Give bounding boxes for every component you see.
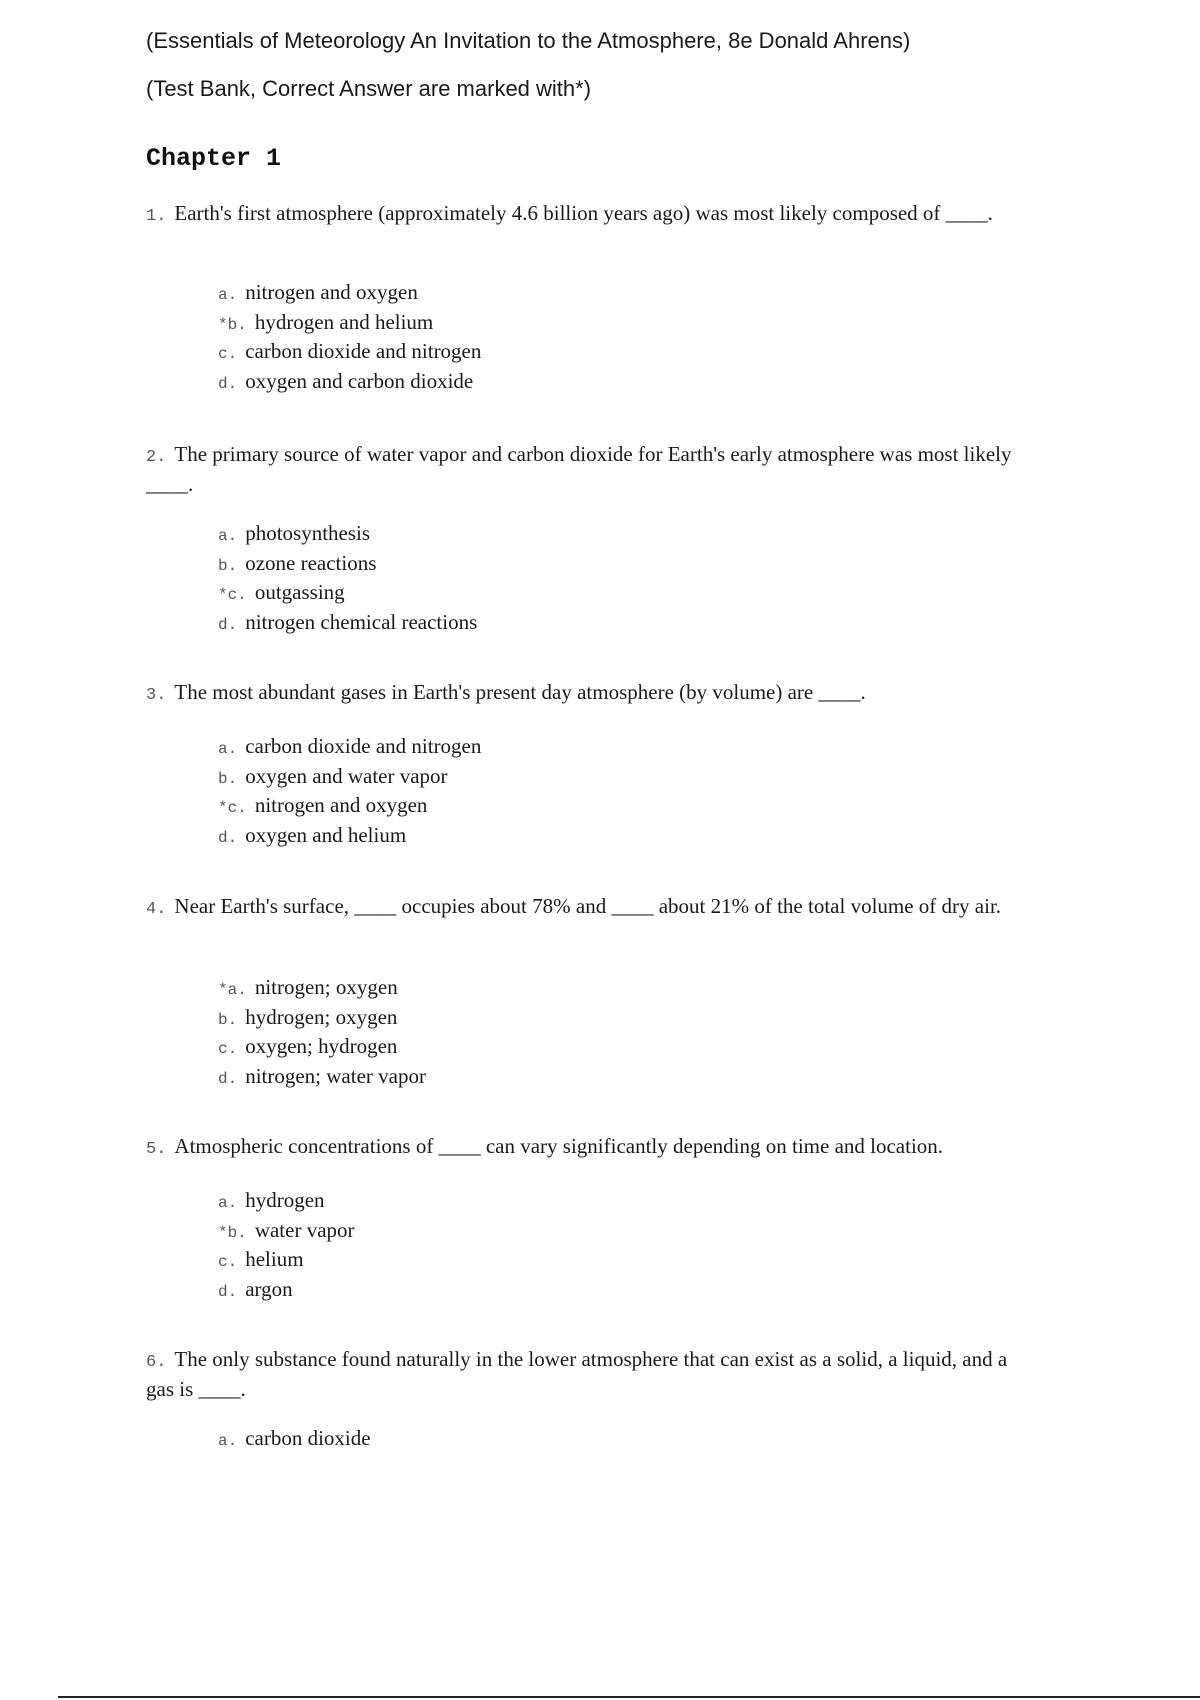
question-5 [146, 1133, 1026, 1163]
question-text: Near Earth's surface, ____ occupies about 78% and ____ about 21% of the total volume of dry air. [174, 894, 1002, 918]
choice-text: carbon dioxide and nitrogen [245, 339, 482, 363]
choice-letter: b. [218, 769, 238, 788]
choice-list-1 [218, 279, 481, 397]
question-3 [146, 679, 1026, 709]
page-bottom-rule [58, 1696, 1200, 1698]
choice-text: helium [245, 1247, 304, 1271]
choice-text: water vapor [254, 1217, 355, 1242]
choice-text: nitrogen; oxygen [254, 975, 398, 999]
choice-item [218, 1063, 426, 1093]
choice-item [218, 520, 477, 550]
question-text: The primary source of water vapor and carbon dioxide for Earth's early atmosphere was most likely ____. [146, 442, 1012, 496]
choice-item [218, 733, 481, 763]
choice-text: carbon dioxide and nitrogen [245, 734, 482, 758]
choice-item [218, 1004, 426, 1034]
choice-letter: a. [218, 1194, 238, 1212]
choice-letter: d. [218, 1069, 238, 1088]
choice-item [218, 763, 481, 793]
choice-letter: d. [218, 828, 238, 847]
choice-text: photosynthesis [245, 521, 371, 545]
document-title: (Essentials of Meteorology An Invitation to the Atmosphere, 8e Donald Ahrens) [146, 28, 911, 53]
choice-item [218, 368, 481, 398]
choice-text: oxygen and helium [245, 822, 407, 847]
choice-item [218, 1246, 355, 1276]
choice-item-correct [218, 1217, 355, 1247]
choice-item [218, 338, 481, 368]
choice-text: oxygen and water vapor [245, 763, 448, 788]
choice-text: oxygen; hydrogen [245, 1034, 398, 1058]
chapter-heading: Chapter 1 [146, 144, 282, 173]
choice-text: argon [245, 1276, 293, 1301]
choice-item [218, 550, 477, 580]
question-2 [146, 441, 1026, 498]
choice-item [218, 822, 481, 852]
choice-item-correct [218, 974, 426, 1004]
choice-letter: c. [218, 345, 238, 363]
document-subtitle: (Test Bank, Correct Answer are marked with*) [146, 76, 592, 101]
question-text: The most abundant gases in Earth's present day atmosphere (by volume) are ____. [174, 680, 866, 704]
question-number: 5. [146, 1140, 167, 1159]
choice-letter: b. [218, 1010, 238, 1029]
question-6 [146, 1346, 1026, 1403]
question-text: Earth's first atmosphere (approximately 4.6 billion years ago) was most likely composed of ____. [174, 201, 993, 225]
choice-text: ozone reactions [245, 550, 377, 575]
choice-list-4 [218, 974, 426, 1092]
choice-text: hydrogen [245, 1188, 325, 1212]
choice-letter: *c. [218, 586, 247, 604]
question-text: The only substance found naturally in the lower atmosphere that can exist as a solid, a liquid, and a gas is ____. [146, 1347, 1008, 1401]
choice-letter: b. [218, 556, 238, 575]
choice-text: hydrogen and helium [254, 309, 434, 334]
question-number: 3. [146, 686, 167, 705]
choice-letter: *b. [218, 1223, 247, 1242]
choice-letter: a. [218, 1432, 238, 1450]
choice-list-3 [218, 733, 481, 851]
question-text: Atmospheric concentrations of ____ can vary significantly depending on time and location. [174, 1134, 944, 1158]
choice-text: outgassing [254, 580, 345, 604]
question-1 [146, 200, 1026, 230]
choice-letter: c. [218, 1040, 238, 1058]
choice-text: oxygen and carbon dioxide [245, 368, 474, 393]
choice-letter: a. [218, 527, 238, 545]
choice-text: nitrogen; water vapor [245, 1063, 426, 1088]
choice-text: nitrogen chemical reactions [245, 609, 478, 634]
choice-item [218, 279, 481, 309]
choice-letter: d. [218, 615, 238, 634]
choice-letter: *a. [218, 981, 247, 999]
choice-letter: *b. [218, 315, 247, 334]
choice-list-2 [218, 520, 477, 638]
choice-letter: a. [218, 740, 238, 758]
question-number: 4. [146, 900, 167, 919]
choice-list-5 [218, 1187, 355, 1305]
choice-text: nitrogen and oxygen [245, 280, 418, 304]
choice-item [218, 1033, 426, 1063]
choice-letter: c. [218, 1253, 238, 1271]
choice-letter: a. [218, 286, 238, 304]
question-number: 2. [146, 448, 167, 467]
choice-text: nitrogen and oxygen [254, 793, 428, 817]
choice-item-correct [218, 309, 481, 339]
question-number: 1. [146, 207, 167, 226]
question-4 [146, 893, 1026, 923]
choice-letter: d. [218, 1282, 238, 1301]
choice-list-6 [218, 1425, 371, 1455]
choice-item-correct [218, 579, 477, 609]
question-number: 6. [146, 1353, 167, 1372]
choice-letter: d. [218, 374, 238, 393]
choice-text: carbon dioxide [245, 1426, 371, 1450]
choice-item [218, 609, 477, 639]
choice-letter: *c. [218, 799, 247, 817]
choice-item [218, 1187, 355, 1217]
choice-item [218, 1425, 371, 1455]
choice-item [218, 1276, 355, 1306]
choice-text: hydrogen; oxygen [245, 1004, 398, 1029]
choice-item-correct [218, 792, 481, 822]
